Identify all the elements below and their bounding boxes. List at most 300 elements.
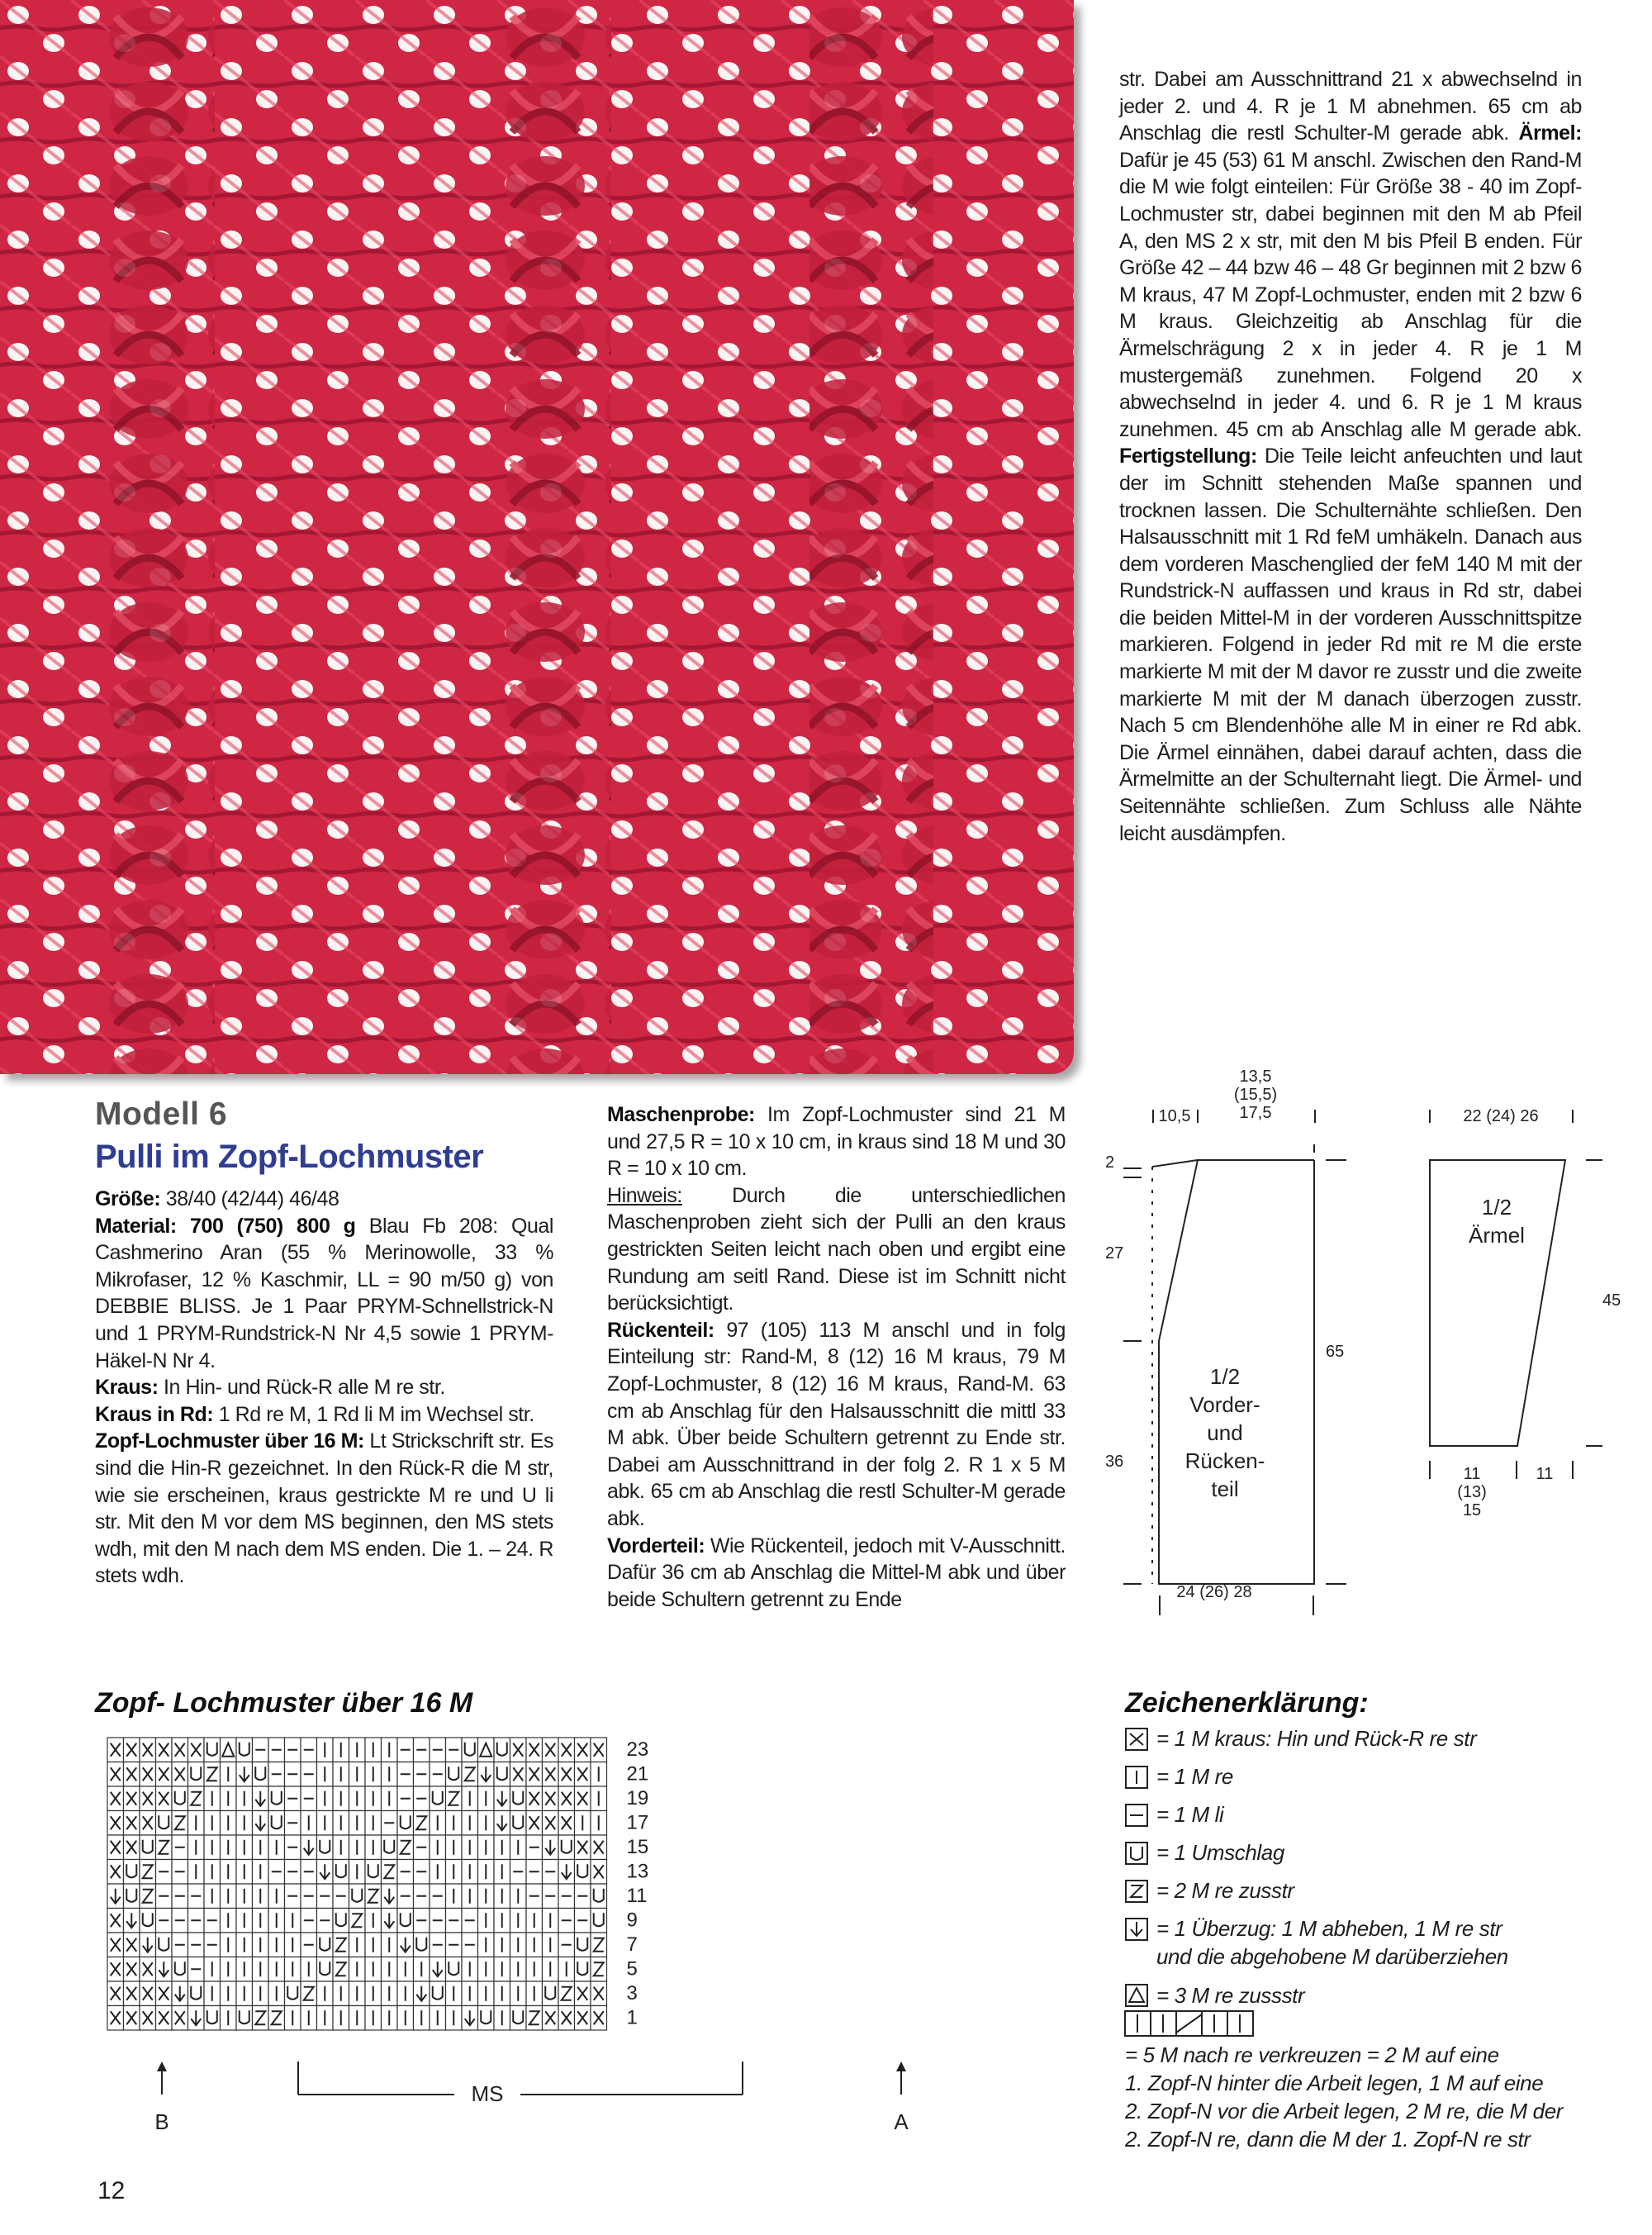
chart-cell [268,1811,285,1836]
chart-cell [253,1933,269,1957]
chart-cell [268,1786,285,1811]
chart-cell [349,1933,366,1957]
chart-cell [446,1786,463,1811]
chart-cell [236,1933,253,1957]
chart-cell [301,1786,317,1811]
chart-cell [430,1835,446,1860]
chart-cell [526,1835,543,1860]
chart-cell [333,1957,349,1982]
chart-cell [124,1811,140,1836]
chart-cell [414,1933,430,1957]
chart-cell [188,1835,205,1860]
body-label-2: Vorder- [1189,1392,1260,1417]
right-intro: str. Dabei am Ausschnittrand 21 x abwechselnd in jeder 2. und 4. R je 1 M abnehmen. 65 cm ab Anschlag die restl Schulter-M gerade abk. [1119,68,1582,145]
chart-cell [204,1738,221,1762]
chart-cell [430,1860,446,1885]
chart-cell [204,1884,221,1909]
chart-cell [446,1738,463,1762]
chart-cell [414,1909,430,1933]
chart-cell [365,1933,382,1957]
chart-cell [317,1933,334,1957]
chart-cell [591,1835,607,1860]
chart-cell [124,1981,140,2006]
row-number: 17 [626,1811,649,1834]
chart-cell [172,1860,188,1885]
chart-cell [124,1933,140,1957]
chart-cell [382,1786,398,1811]
chart-cell [188,2006,205,2031]
left-column-text [95,1186,553,1590]
chart-cell [414,1811,430,1836]
row-numbers [627,1738,649,2029]
knitting-chart [91,1731,1024,2161]
chart-cell [462,1884,478,1909]
legend-item: = 1 Überzug: 1 M abheben, 1 M re str [1156,1916,1502,1941]
chart-cell [301,2006,317,2031]
chart-cell [140,1811,156,1836]
chart-cell [236,1884,253,1909]
chart-cell [285,1909,301,1933]
chart-cell [446,2006,463,2031]
chart-cell [558,1835,575,1860]
chart-cell [414,1981,430,2006]
chart-cell [575,1957,591,1982]
sleeve-label-2: Ärmel [1469,1223,1525,1248]
chart-cell [462,2006,478,2031]
sleeve-bottom-mid-1: (13) [1457,1483,1487,1501]
chart-cell [382,1909,398,1933]
row-number: 13 [626,1860,649,1883]
legend-item: = 2 M re zusstr [1156,1878,1294,1903]
dim-lower-height: 36 [1105,1453,1124,1471]
chart-cell [430,1933,446,1957]
arrow-b-icon [157,2061,167,2071]
chart-cell [446,1762,463,1787]
chart-cell [414,1860,430,1885]
chart-cell [365,1981,382,2006]
chart-cell [543,1835,559,1860]
chart-cell [172,2006,188,2031]
chart-cell [107,1860,124,1885]
chart-cell [494,1884,510,1909]
chart-cell [156,1786,173,1811]
chart-cell [317,1860,334,1885]
chart-cell [172,1884,188,1909]
body-label-4: Rücken- [1184,1448,1265,1473]
chart-cell [510,1811,527,1836]
chart-cell [107,1933,124,1957]
chart-cell [349,1835,366,1860]
chart-cell [478,1762,495,1787]
row-number: 7 [626,1933,638,1956]
dim-neck-drop: 2 [1105,1153,1115,1172]
chart-cell [188,1981,205,2006]
chart-cell [446,1811,463,1836]
chart-cell [446,1884,463,1909]
chart-cell [591,1909,607,1933]
maschenprobe-label: Maschenprobe: [607,1103,755,1126]
dim-bottom-width: 24 (26) 28 [1176,1583,1252,1601]
chart-cell [478,1835,495,1860]
chart-cell [236,2006,253,2031]
chart-cell [365,1884,382,1909]
chart-cell [526,1738,543,1762]
chart-cell [430,2006,446,2031]
chart-cell [333,1981,349,2006]
chart-cell [365,1786,382,1811]
chart-cell [221,1957,237,1982]
lace-sample-image [0,0,1074,1074]
chart-cell [543,1933,559,1957]
chart-cell [558,1738,575,1762]
chart-cell [558,1957,575,1982]
chart-cell [397,1981,414,2006]
chart-cell [478,1957,495,1982]
sleeve-bottom-right: 11 [1536,1465,1554,1483]
chart-cell [221,1762,237,1787]
chart-cell [365,1909,382,1933]
chart-cell [397,1762,414,1787]
chart-cell [575,1909,591,1933]
chart-cell [268,1981,285,2006]
chart-cell [494,1786,510,1811]
chart-cell [365,1811,382,1836]
aermel-label: Ärmel: [1518,121,1582,145]
chart-cell [446,1933,463,1957]
chart-cell [526,1762,543,1787]
chart-cell [253,1835,269,1860]
chart-cell [156,1762,173,1787]
chart-cell [107,1762,124,1787]
chart-cell [414,1884,430,1909]
chart-cell [221,2006,237,2031]
chart-cell [543,1811,559,1836]
legend-item: = 1 Umschlag [1156,1840,1284,1865]
sleeve-bottom-left: 11 [1463,1465,1481,1483]
chart-cell [107,1957,124,1982]
chart-cell [156,2006,173,2031]
chart-cell [478,1786,495,1811]
chart-cell [156,1933,173,1957]
chart-cell [204,1957,221,1982]
chart-cell [365,2006,382,2031]
chart-cell [221,1884,237,1909]
chart-cell [462,1933,478,1957]
chart-cell [107,2006,124,2031]
chart-cell [124,1762,140,1787]
chart-cell [414,1738,430,1762]
chart-grid [107,1738,607,2030]
chart-cell [543,1860,559,1885]
chart-cell [236,1909,253,1933]
chart-cell [558,2006,575,2031]
chart-cell [414,1786,430,1811]
groesse-text: 38/40 (42/44) 46/48 [160,1187,339,1210]
chart-cell [172,1762,188,1787]
chart-cell [591,1738,607,1762]
chart-cell [526,1909,543,1933]
chart-cell [510,1981,527,2006]
chart-cell [253,2006,269,2031]
cable-line-1: = 5 M nach re verkreuzen = 2 M auf eine [1125,2042,1499,2067]
sleeve-height: 45 [1602,1291,1621,1310]
chart-cell [510,1738,527,1762]
chart-cell [253,1811,269,1836]
right-column-text [1119,66,1582,847]
hinweis-text: Durch die unterschiedlichen Maschenproben zieht sich der Pulli an den kraus gestrickten Seiten leicht nach oben und ergibt eine Rundung am seitl Rand. Diese ist im Schnitt nicht berücksichtigt. [607,1183,1066,1315]
chart-cell [107,1884,124,1909]
chart-cell [140,1835,156,1860]
chart-cell [124,1860,140,1885]
sleeve-top-width: 22 (24) 26 [1463,1107,1539,1125]
chart-cell [204,1835,221,1860]
chart-cell [124,1909,140,1933]
chart-cell [397,1786,414,1811]
chart-cell [349,1981,366,2006]
chart-cell [526,2006,543,2031]
chart-cell [301,1762,317,1787]
chart-cell [414,1835,430,1860]
chart-cell [365,1738,382,1762]
chart-cell [558,1933,575,1957]
chart-cell [236,1762,253,1787]
groesse-label: Größe: [95,1187,161,1210]
row-number: 1 [626,2006,638,2029]
chart-cell [510,1957,527,1982]
chart-cell [349,1909,366,1933]
chart-cell [156,1884,173,1909]
chart-cell [317,1786,334,1811]
model-number: Modell 6 [95,1096,228,1132]
chart-cell [140,1909,156,1933]
chart-cell [172,1981,188,2006]
legend-item: = 1 M kraus: Hin und Rück-R re str [1156,1726,1477,1751]
chart-cell [236,1957,253,1982]
chart-cell [478,1981,495,2006]
chart-cell [526,1933,543,1957]
chart-cell [301,1933,317,1957]
chart-cell [349,2006,366,2031]
chart-cell [462,1786,478,1811]
chart-cell [510,1909,527,1933]
chart-cell [124,1738,140,1762]
chart-cell [107,1835,124,1860]
chart-cell [333,1860,349,1885]
chart-cell [301,1811,317,1836]
chart-cell [285,1860,301,1885]
chart-cell [478,1811,495,1836]
chart-cell [107,1981,124,2006]
chart-cell [462,1909,478,1933]
chart-cell [591,1811,607,1836]
chart-cell [510,1933,527,1957]
chart-cell [575,1835,591,1860]
chart-cell [446,1835,463,1860]
dim-top-1: 13,5 [1239,1070,1272,1086]
chart-cell [140,1762,156,1787]
chart-cell [204,1762,221,1787]
chart-cell [172,1909,188,1933]
chart-cell [285,1811,301,1836]
chart-cell [236,1738,253,1762]
chart-cell [204,1933,221,1957]
chart-cell [526,1786,543,1811]
chart-cell [575,1786,591,1811]
chart-cell [494,2006,510,2031]
chart-cell [221,1811,237,1836]
chart-cell [494,1835,510,1860]
chart-cell [349,1762,366,1787]
zopf-label: Zopf-Lochmuster über 16 M: [95,1429,364,1453]
chart-cell [382,1811,398,1836]
chart-cell [510,1884,527,1909]
chart-cell [494,1981,510,2006]
chart-cell [462,1981,478,2006]
chart-cell [446,1957,463,1982]
chart-cell [558,1909,575,1933]
dim-top-2: (15,5) [1233,1086,1278,1104]
chart-cell [591,1957,607,1982]
chart-cell [124,1786,140,1811]
chart-cell [558,1786,575,1811]
chart-cell [430,1786,446,1811]
chart-cell [317,1762,334,1787]
chart-cell [365,1957,382,1982]
legend-item: = 1 M re [1156,1764,1233,1789]
chart-cell [575,1811,591,1836]
page-number: 12 [97,2177,126,2204]
chart-cell [397,1811,414,1836]
chart-cell [317,1835,334,1860]
chart-cell [301,1860,317,1885]
chart-cell [124,2006,140,2031]
chart-cell [156,1909,173,1933]
chart-cell [430,1738,446,1762]
chart-cell [397,1738,414,1762]
chart-cell [543,1981,559,2006]
chart-cell [365,1762,382,1787]
rueckenteil-label: Rückenteil: [607,1318,714,1342]
chart-cell [221,1738,237,1762]
maschenprobe-text: Im Zopf-Lochmuster sind 21 M und 27,5 R = 10 x 10 cm, in kraus sind 18 M und 30 R = 10 x 10 cm. [607,1103,1066,1181]
chart-cell [204,1981,221,2006]
chart-cell [268,1884,285,1909]
chart-cell [188,1957,205,1982]
chart-cell [349,1786,366,1811]
chart-cell [156,1811,173,1836]
chart-cell [462,1835,478,1860]
chart-cell [558,1762,575,1787]
kraus-label: Kraus: [95,1376,159,1400]
dim-total-height: 65 [1326,1343,1345,1361]
chart-cell [333,2006,349,2031]
chart-cell [462,1811,478,1836]
chart-cell [204,1786,221,1811]
legend-item: und die abgehobene M darüberziehen [1156,1944,1508,1969]
chart-cell [285,1884,301,1909]
chart-cell [285,1933,301,1957]
chart-cell [446,1860,463,1885]
chart-title: Zopf- Lochmuster über 16 M [95,1687,473,1719]
chart-cell [221,1909,237,1933]
kraus-text: In Hin- und Rück-R alle M re str. [158,1376,445,1400]
chart-cell [430,1884,446,1909]
row-number: 11 [626,1885,648,1907]
chart-cell [575,1884,591,1909]
chart-cell [172,1786,188,1811]
chart-cell [575,1933,591,1957]
chart-cell [575,2006,591,2031]
chart-cell [268,1957,285,1982]
chart-cell [446,1909,463,1933]
chart-cell [188,1933,205,1957]
chart-cell [188,1738,205,1762]
chart-cell [301,1909,317,1933]
chart-cell [478,2006,495,2031]
fertigstellung-text: Die Teile leicht anfeuchten und laut der im Schnitt stehenden Maße spannen und trocknen lassen. Die Schulternähte schließen. Den Halsausschnitt mit 1 Rd feM umhäkeln. Danach aus dem vorderen Maschenglied der feM 140 M mit der Rundstrick-N auffassen und kraus in Rd str, dabei die beiden Mittel-M in der vorderen Ausschnittspitze markieren. Folgend in jeder Rd mit re M die erste markierte M mit der M davor re zusstr und die zweite markierte M mit der M danach überzogen zusstr. Nach 5 cm Blendenhöhe alle M in einer re Rd abk. Die Ärmel einnähen, dabei darauf achten, dass die Ärmelmitte an der Schulternaht liegt. Die Ärmel- und Seitennähte schließen. Zum Schluss alle Nähte leicht ausdämpfen. [1119,445,1582,845]
chart-cell [510,1860,527,1885]
chart-cell [221,1860,237,1885]
chart-cell [591,1786,607,1811]
arrow-b-label: B [154,2109,169,2134]
chart-cell [510,1762,527,1787]
chart-cell [430,1909,446,1933]
chart-cell [349,1884,366,1909]
schematic-diagram [1074,1070,1652,1648]
cable-line-4: 2. Zopf-N re, dann die M der 1. Zopf-N re str [1125,2127,1531,2152]
chart-cell [268,1835,285,1860]
chart-cell [188,1786,205,1811]
chart-cell [510,2006,527,2031]
chart-cell [285,2006,301,2031]
chart-cell [253,1786,269,1811]
arrow-a-label: A [894,2109,909,2134]
body-label-3: und [1207,1420,1243,1445]
material-text: Blau Fb 208: Qual Cashmerino Aran (55 % Merinowolle, 33 % Mikrofaser, 12 % Kaschmir, LL = 90 m/50 g) von DEBBIE BLISS. Je 1 Paar PRYM-Schnellstrick-N und 1 PRYM-Rundstrick-N Nr 4,5 sowie 1 PRYM-Häkel-N Nr 4. [95,1214,553,1372]
chart-cell [365,1860,382,1885]
chart-cell [494,1933,510,1957]
chart-cell [349,1860,366,1885]
chart-cell [285,1738,301,1762]
chart-cell [333,1738,349,1762]
chart-cell [124,1835,140,1860]
chart-cell [526,1811,543,1836]
dim-upper-height: 27 [1105,1244,1124,1263]
cable-line-2: 1. Zopf-N hinter die Arbeit legen, 1 M auf eine [1125,2071,1544,2095]
chart-cell [172,1933,188,1957]
hinweis-label: Hinweis: [607,1183,682,1207]
chart-cell [575,1860,591,1885]
chart-cell [140,2006,156,2031]
chart-cell [253,1738,269,1762]
chart-cell [382,1835,398,1860]
chart-cell [188,1860,205,1885]
chart-cell [140,1786,156,1811]
chart-cell [494,1811,510,1836]
chart-cell [140,1933,156,1957]
chart-cell [268,1933,285,1957]
chart-cell [140,1981,156,2006]
body-label-5: teil [1211,1477,1239,1501]
chart-cell [414,1762,430,1787]
chart-cell [446,1981,463,2006]
dim-shoulder: 10,5 [1158,1107,1191,1125]
row-number: 3 [626,1982,638,2004]
chart-cell [543,1762,559,1787]
chart-cell [575,1981,591,2006]
chart-cell [494,1957,510,1982]
chart-cell [188,1909,205,1933]
